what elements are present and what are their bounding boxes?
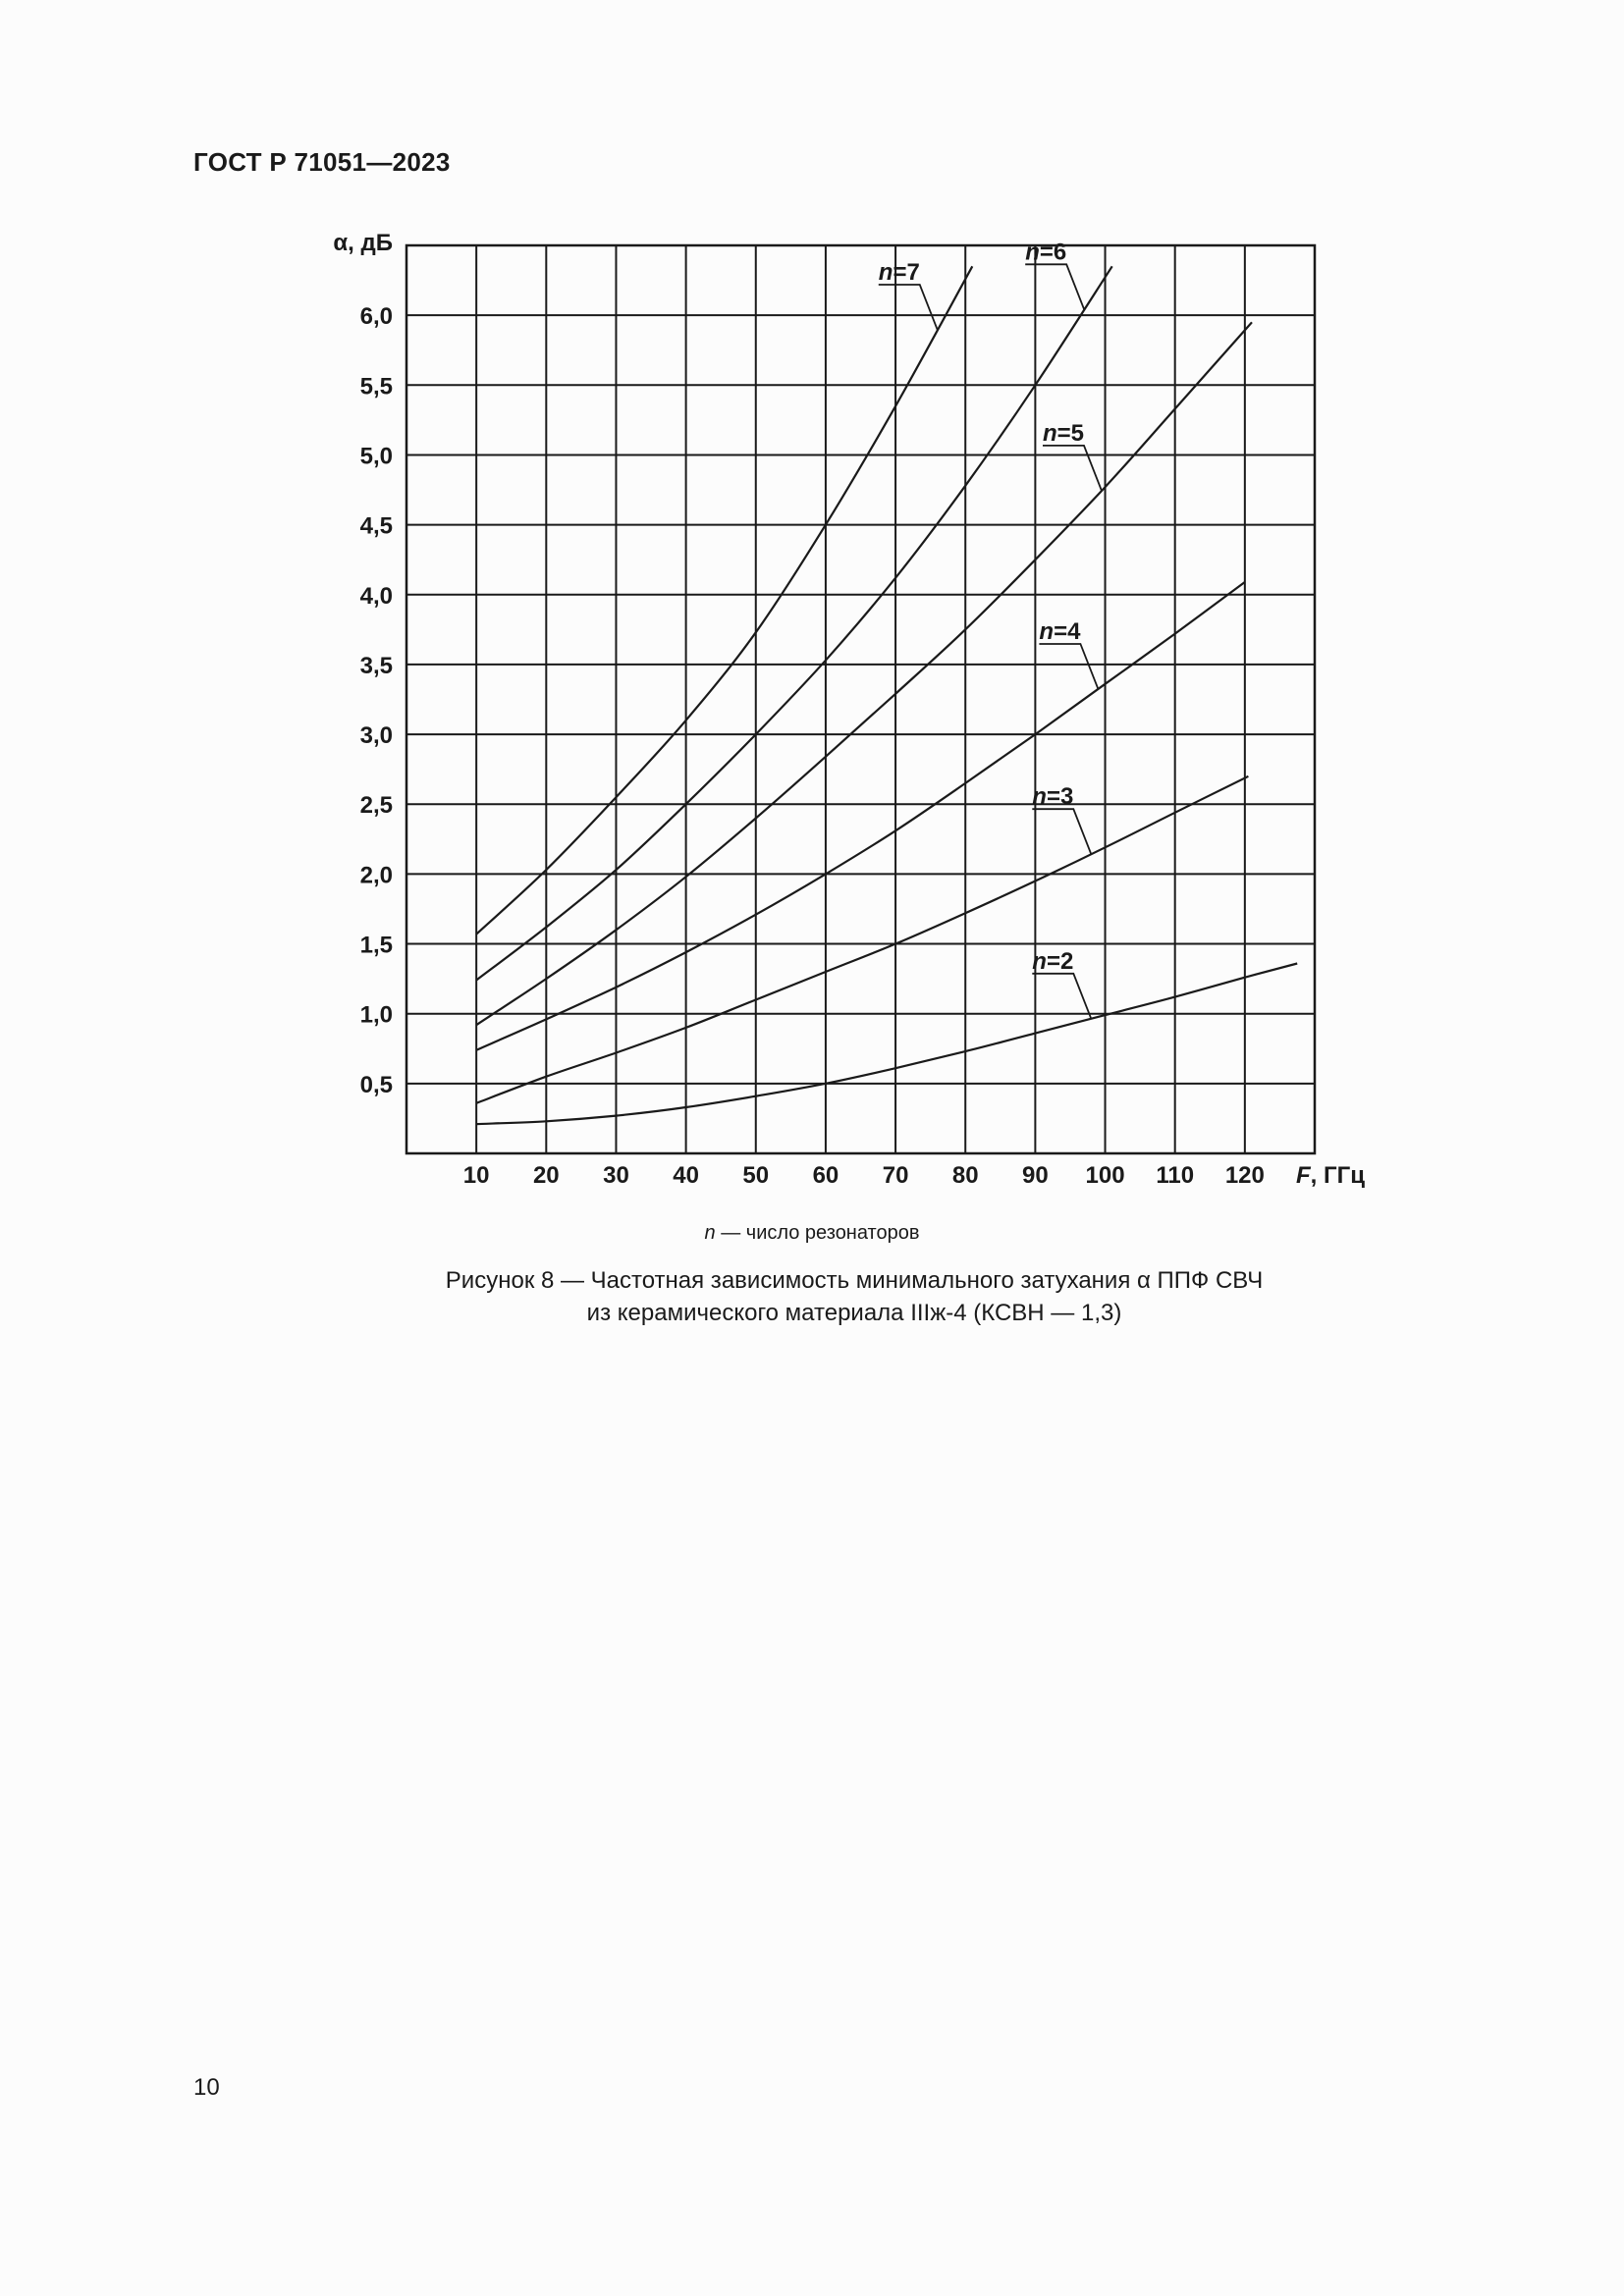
y-axis-label: α, дБ (333, 230, 393, 256)
series-line-n7 (476, 266, 972, 934)
series-label-n7: n=7 (878, 259, 920, 287)
series-label-n5: n=5 (1042, 419, 1085, 447)
series-label-n2: n=2 (1032, 947, 1074, 975)
series-label-n4: n=4 (1039, 617, 1081, 645)
series-leader-n5 (1043, 446, 1102, 491)
series-leader-n6 (1025, 264, 1084, 309)
y-tick-label: 2,5 (359, 792, 393, 820)
series-line-n3 (476, 776, 1248, 1103)
series-leader-n7 (879, 285, 938, 330)
series-leader-n4 (1039, 644, 1098, 689)
y-tick-label: 3,5 (359, 652, 393, 679)
x-axis-label (1296, 1162, 1365, 1189)
y-tick-label: 4,0 (359, 582, 393, 610)
series-label-n3: n=3 (1032, 783, 1074, 811)
x-tick-label: 50 (742, 1162, 770, 1189)
x-tick-label: 100 (1085, 1162, 1125, 1189)
series-line-n5 (476, 322, 1252, 1025)
page-number: 10 (193, 2074, 220, 2101)
y-tick-label: 0,5 (359, 1071, 393, 1098)
series-leader-n3 (1032, 809, 1091, 854)
x-tick-label: 110 (1156, 1162, 1195, 1189)
series-label-n6: n=6 (1025, 239, 1067, 266)
legend-note-symbol: n (704, 1222, 716, 1244)
series-line-n4 (476, 582, 1245, 1050)
y-tick-label: 1,5 (359, 932, 393, 959)
x-tick-label: 10 (462, 1162, 490, 1189)
series-leader-n2 (1032, 974, 1091, 1019)
x-tick-label: 90 (1022, 1162, 1049, 1189)
x-tick-label: 60 (812, 1162, 839, 1189)
y-tick-label: 4,5 (359, 512, 393, 540)
y-tick-label: 5,5 (359, 373, 393, 400)
y-tick-label: 6,0 (359, 303, 393, 331)
figure-caption (0, 1264, 1624, 1329)
x-tick-label: 30 (603, 1162, 629, 1189)
x-tick-label: 20 (532, 1162, 560, 1189)
y-tick-label: 3,0 (359, 722, 393, 750)
y-tick-label: 1,0 (359, 1001, 393, 1029)
x-tick-label: 40 (673, 1162, 699, 1189)
x-tick-label: 120 (1224, 1162, 1265, 1189)
x-tick-label: 70 (882, 1162, 909, 1189)
figure-caption-line1: Рисунок 8 — Частотная зависимость минимального затухания α ППФ СВЧ (445, 1267, 1264, 1294)
y-tick-label: 5,0 (359, 443, 393, 470)
document-header: ГОСТ Р 71051—2023 (193, 147, 451, 177)
x-tick-label: 80 (951, 1162, 979, 1189)
y-tick-label: 2,0 (359, 862, 393, 889)
legend-note (0, 1222, 1624, 1245)
plot-frame (406, 245, 1315, 1153)
figure-caption-line2: из керамического материала IIIж-4 (КСВН — 1,3) (586, 1300, 1122, 1326)
legend-note-text: — число резонаторов (715, 1222, 920, 1244)
x-axis-symbol: F (1296, 1162, 1311, 1189)
x-axis-unit: , ГГц (1310, 1162, 1365, 1189)
